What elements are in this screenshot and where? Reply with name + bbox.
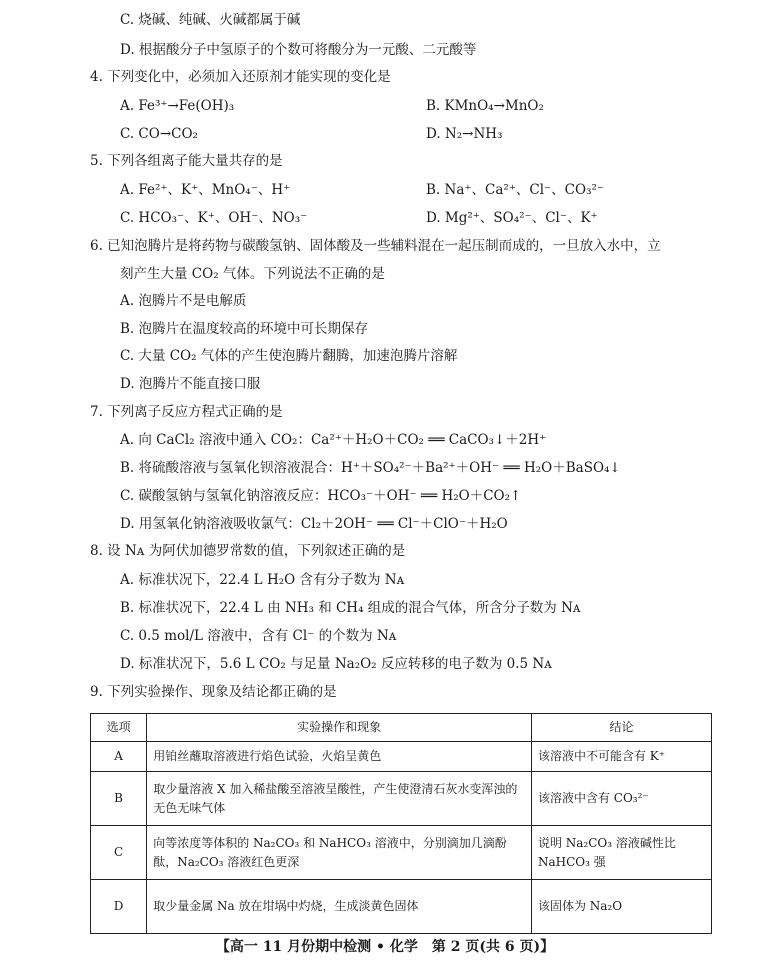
row-operation: 向等浓度等体积的 Na₂CO₃ 和 NaHCO₃ 溶液中，分别滴加几滴酚酞，Na₂CO₃ 溶液红色更深 — [147, 826, 532, 880]
q7-option-a: A. 向 CaCl₂ 溶液中通入 CO₂：Ca²⁺＋H₂O＋CO₂ ══ CaCO₃↓＋2H⁺ — [120, 432, 547, 448]
row-option: B — [91, 772, 147, 826]
q4-option-a: A. Fe³⁺→Fe(OH)₃ — [120, 98, 235, 114]
header-operation: 实验操作和现象 — [147, 714, 532, 742]
q3-option-d: D. 根据酸分子中氢原子的个数可将酸分为一元酸、二元酸等 — [120, 42, 477, 58]
question-6-line-2: 刻产生大量 CO₂ 气体。下列说法不正确的是 — [120, 266, 385, 282]
row-operation: 取少量溶液 X 加入稀盐酸至溶液呈酸性，产生使澄清石灰水变浑浊的无色无味气体 — [147, 772, 532, 826]
question-9: 9. 下列实验操作、现象及结论都正确的是 — [90, 684, 337, 700]
table-row — [91, 826, 712, 880]
q4-option-d: D. N₂→NH₃ — [426, 126, 503, 142]
row-operation: 用铂丝蘸取溶液进行焰色试验，火焰呈黄色 — [147, 742, 532, 772]
row-option: A — [91, 742, 147, 772]
q6-option-b: B. 泡腾片在温度较高的环境中可长期保存 — [120, 321, 369, 337]
question-6-line-1: 6. 已知泡腾片是将药物与碳酸氢钠、固体酸及一些辅料混在一起压制而成的，一旦放入水中，立 — [90, 238, 661, 254]
q6-option-c: C. 大量 CO₂ 气体的产生使泡腾片翻腾，加速泡腾片溶解 — [120, 348, 458, 364]
row-operation: 取少量金属 Na 放在坩埚中灼烧，生成淡黄色固体 — [147, 880, 532, 934]
q7-option-d: D. 用氢氧化钠溶液吸收氯气：Cl₂＋2OH⁻ ══ Cl⁻＋ClO⁻＋H₂O — [120, 516, 508, 532]
question-5: 5. 下列各组离子能大量共存的是 — [90, 153, 283, 169]
row-conclusion: 该溶液中不可能含有 K⁺ — [531, 742, 711, 772]
row-conclusion: 该溶液中含有 CO₃²⁻ — [531, 772, 711, 826]
question-4: 4. 下列变化中，必须加入还原剂才能实现的变化是 — [90, 69, 391, 85]
q6-option-d: D. 泡腾片不能直接口服 — [120, 376, 261, 392]
row-option: D — [91, 880, 147, 934]
table-row — [91, 772, 712, 826]
q8-option-a: A. 标准状况下，22.4 L H₂O 含有分子数为 Nᴀ — [120, 572, 405, 588]
q8-option-c: C. 0.5 mol/L 溶液中，含有 Cl⁻ 的个数为 Nᴀ — [120, 628, 397, 644]
header-option: 选项 — [91, 714, 147, 742]
table-row — [91, 880, 712, 934]
q5-option-a: A. Fe²⁺、K⁺、MnO₄⁻、H⁺ — [120, 182, 291, 198]
q5-option-b: B. Na⁺、Ca²⁺、Cl⁻、CO₃²⁻ — [426, 182, 605, 198]
question-8: 8. 设 Nᴀ 为阿伏加德罗常数的值，下列叙述正确的是 — [90, 543, 406, 559]
q7-option-b: B. 将硫酸溶液与氢氧化钡溶液混合：H⁺＋SO₄²⁻＋Ba²⁺＋OH⁻ ══ H₂O＋BaSO₄↓ — [120, 460, 621, 476]
table-header-row — [91, 714, 712, 742]
q8-option-d: D. 标准状况下，5.6 L CO₂ 与足量 Na₂O₂ 反应转移的电子数为 0.5 Nᴀ — [120, 656, 552, 672]
q7-option-c: C. 碳酸氢钠与氢氧化钠溶液反应：HCO₃⁻＋OH⁻ ══ H₂O＋CO₂↑ — [120, 488, 522, 504]
q4-option-b: B. KMnO₄→MnO₂ — [426, 98, 544, 114]
table-row — [91, 742, 712, 772]
row-conclusion: 说明 Na₂CO₃ 溶液碱性比 NaHCO₃ 强 — [531, 826, 711, 880]
page-footer: 【高一 11 月份期中检测 • 化学 第 2 页(共 6 页)】 — [215, 939, 555, 955]
experiment-table — [90, 713, 712, 934]
q4-option-c: C. CO→CO₂ — [120, 126, 198, 142]
row-option: C — [91, 826, 147, 880]
question-7: 7. 下列离子反应方程式正确的是 — [90, 404, 283, 420]
q5-option-c: C. HCO₃⁻、K⁺、OH⁻、NO₃⁻ — [120, 210, 308, 226]
q6-option-a: A. 泡腾片不是电解质 — [120, 293, 247, 309]
q5-option-d: D. Mg²⁺、SO₄²⁻、Cl⁻、K⁺ — [426, 210, 598, 226]
q8-option-b: B. 标准状况下，22.4 L 由 NH₃ 和 CH₄ 组成的混合气体，所含分子数为 Nᴀ — [120, 600, 581, 616]
q3-option-c: C. 烧碱、纯碱、火碱都属于碱 — [120, 12, 301, 28]
row-conclusion: 该固体为 Na₂O — [531, 880, 711, 934]
header-conclusion: 结论 — [531, 714, 711, 742]
